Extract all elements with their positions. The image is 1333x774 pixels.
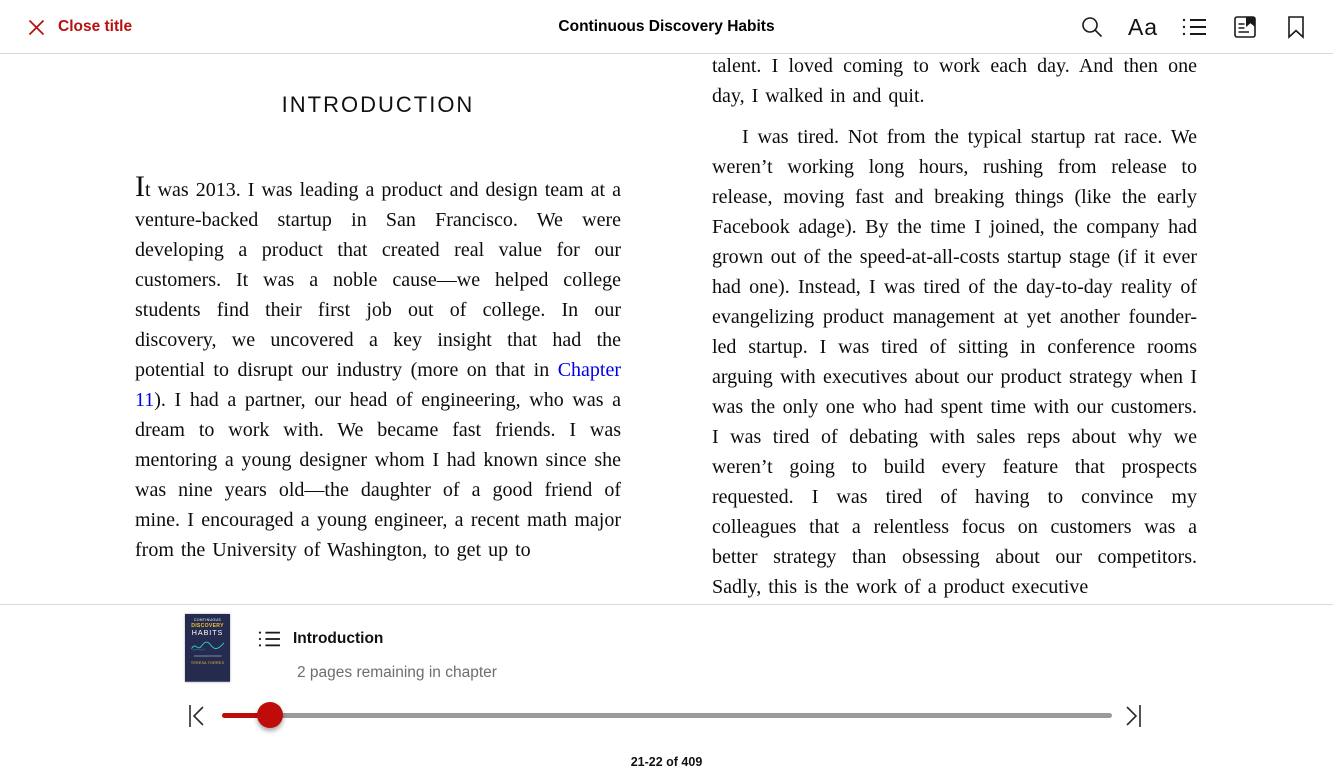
book-cover-art	[185, 614, 230, 682]
chapter-list-icon	[258, 629, 281, 649]
page-right-column	[712, 55, 1197, 604]
toolbar-icons	[1079, 0, 1309, 54]
cover-title-line3: HABITS	[191, 628, 224, 637]
bottom-navigation-bar	[0, 604, 1333, 774]
book-cover-thumbnail	[185, 614, 230, 682]
close-title-label: Close title	[58, 18, 133, 35]
cover-title-line2: DISCOVERY	[191, 622, 224, 629]
reading-area	[0, 55, 1333, 604]
pages-remaining-label: 2 pages remaining in chapter	[297, 664, 497, 681]
search-button[interactable]	[1079, 12, 1105, 42]
paragraph: talent. I loved coming to work each day. And then one day, I walked in and quit.	[712, 55, 1197, 107]
cover-author: TERESA TORRES	[190, 661, 225, 665]
table-of-contents-button[interactable]	[1181, 12, 1207, 42]
notebook-icon	[1233, 15, 1257, 39]
drop-cap: I	[135, 170, 145, 203]
cover-title-line1: CONTINUOUS	[193, 618, 222, 623]
skip-to-start-button[interactable]	[186, 701, 212, 731]
book-title: Continuous Discovery Habits	[558, 18, 775, 35]
search-icon	[1080, 15, 1104, 39]
bookmark-icon	[1285, 15, 1307, 39]
table-of-contents-icon	[1182, 16, 1207, 38]
bookmark-button[interactable]	[1283, 12, 1309, 42]
page-position-indicator: 21-22 of 409	[630, 755, 703, 769]
chapter-11-link[interactable]: Chapter 11	[135, 359, 621, 411]
font-settings-icon: Aa	[1127, 13, 1159, 40]
chapter-location-button[interactable]	[258, 629, 383, 649]
page-left-column	[135, 55, 621, 604]
notebook-button[interactable]	[1232, 12, 1258, 42]
paragraph: I was tired. Not from the typical startup rat race. We weren’t working long hours, rushing from release to release, moving fast and breaking things (like the early Facebook adage). By the time I joined, the company had grown out of the speed-at-all-costs startup stage (if it ever had one). Instead, I was tired of the day-to-day reality of evangelizing product management at yet another founder-led startup. I was tired of sitting in conference rooms arguing with executives about our product strategy when I was the only one who had spent time with our customers. I was tired of debating with sales reps about why we weren’t going to build every feature that prospects requested. I was tired of having to convince my colleagues that a relentless focus on customers was a better strategy than obsessing about our competitors. Sadly, this is the work of a product executive	[712, 126, 1197, 598]
paragraph-text: t was 2013. I was leading a product and design team at a venture-backed startup in San Francisco. We were developing a product that created real value for our customers. It was a noble cause—we helped college students find their first job out of college. In our discovery, we uncovered a key insight that had the potential to disrupt our industry (more on that in	[135, 179, 621, 381]
paragraph-text: ). I had a partner, our head of engineering, who was a dream to work with. We became fast friends. I was mentoring a young designer whom I had known since she was nine years old—the daughter of a good friend of mine. I encouraged a young engineer, a recent math major from the University of Washington, to get up to	[135, 389, 621, 561]
progress-slider	[0, 699, 1333, 733]
progress-thumb[interactable]	[257, 702, 283, 728]
skip-to-end-button[interactable]	[1120, 701, 1146, 731]
progress-track[interactable]	[222, 713, 1112, 718]
top-toolbar	[0, 0, 1333, 54]
paragraph	[135, 172, 621, 565]
current-chapter-label: Introduction	[293, 630, 384, 647]
cover-subtitle-bar	[194, 655, 222, 656]
cover-wave-graphic	[190, 638, 225, 654]
font-settings-button[interactable]	[1127, 12, 1159, 42]
chapter-heading: INTRODUCTION	[281, 92, 475, 117]
